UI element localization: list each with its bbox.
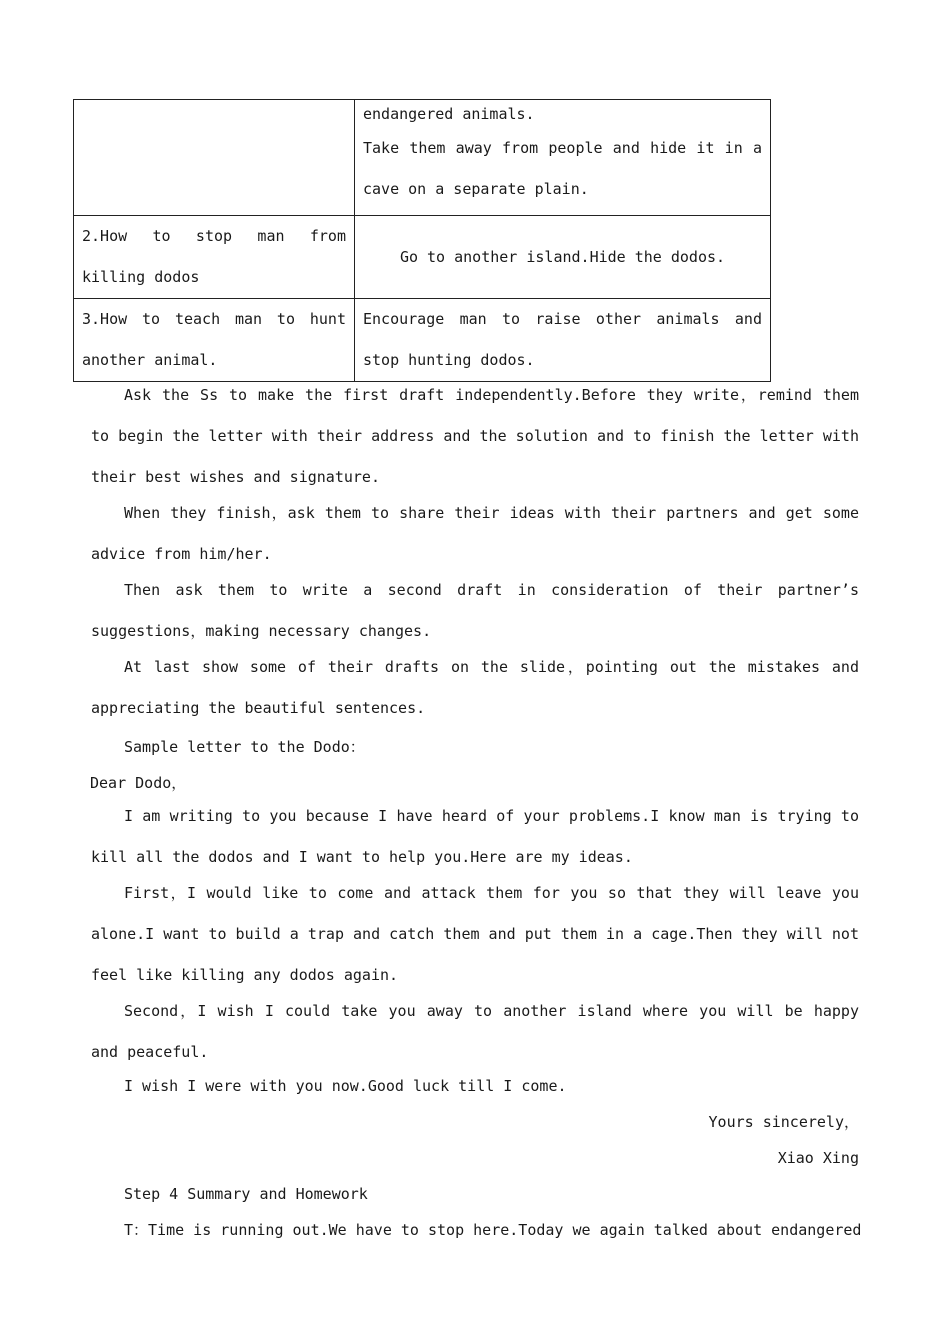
letter-paragraph: I am writing to you because I have heard of your problems.I know man is trying to kill all the dodos and I want to help you.Here are my ideas. bbox=[91, 807, 859, 866]
table-row bbox=[74, 216, 771, 299]
letter-closing: Yours sincerely， bbox=[708, 1113, 859, 1131]
table-cell-question: 3.How to teach man to hunt another animal. bbox=[74, 299, 355, 382]
paragraph: At last show some of their drafts on the slide，pointing out the mistakes and appreciating the beautiful sentences. bbox=[91, 658, 859, 717]
step-heading: Step 4 Summary and Homework bbox=[124, 1185, 368, 1203]
letter-signature: Xiao Xing bbox=[777, 1149, 859, 1167]
table-row bbox=[74, 100, 771, 216]
letter-greeting: Dear Dodo， bbox=[90, 774, 187, 792]
solutions-table bbox=[73, 99, 771, 382]
teacher-line: T：Time is running out.We have to stop here.Today we again talked about endangered bbox=[124, 1221, 862, 1239]
paragraph: Then ask them to write a second draft in consideration of their partner’s suggestions，making necessary changes. bbox=[91, 581, 859, 640]
table-cell-answer: Go to another island.Hide the dodos. bbox=[355, 216, 771, 299]
paragraph: When they finish，ask them to share their ideas with their partners and get some advice from him/her. bbox=[91, 504, 859, 563]
letter-paragraph: Second，I wish I could take you away to another island where you will be happy and peaceful. bbox=[91, 1002, 859, 1061]
table-row bbox=[74, 299, 771, 382]
sample-heading: Sample letter to the Dodo： bbox=[124, 738, 365, 756]
answer-line: Take them away from people and hide it in a cave on a separate plain. bbox=[363, 139, 762, 198]
letter-paragraph: I wish I were with you now.Good luck till I come. bbox=[124, 1077, 567, 1095]
paragraph: Ask the Ss to make the first draft independently.Before they write，remind them to begin the letter with their address and the solution and to finish the letter with their best wishes and signature. bbox=[91, 386, 859, 486]
table-cell-question bbox=[74, 100, 355, 216]
table-cell-question: 2.How to stop man from killing dodos bbox=[74, 216, 355, 299]
answer-line: endangered animals. bbox=[363, 105, 535, 123]
body-text bbox=[90, 375, 862, 1248]
table-cell-answer bbox=[355, 100, 771, 216]
letter-paragraph: First，I would like to come and attack them for you so that they will leave you alone.I want to build a trap and catch them and put them in a cage.Then they will not feel like killing any dodos again. bbox=[91, 884, 859, 984]
table-cell-answer: Encourage man to raise other animals and stop hunting dodos. bbox=[355, 299, 771, 382]
